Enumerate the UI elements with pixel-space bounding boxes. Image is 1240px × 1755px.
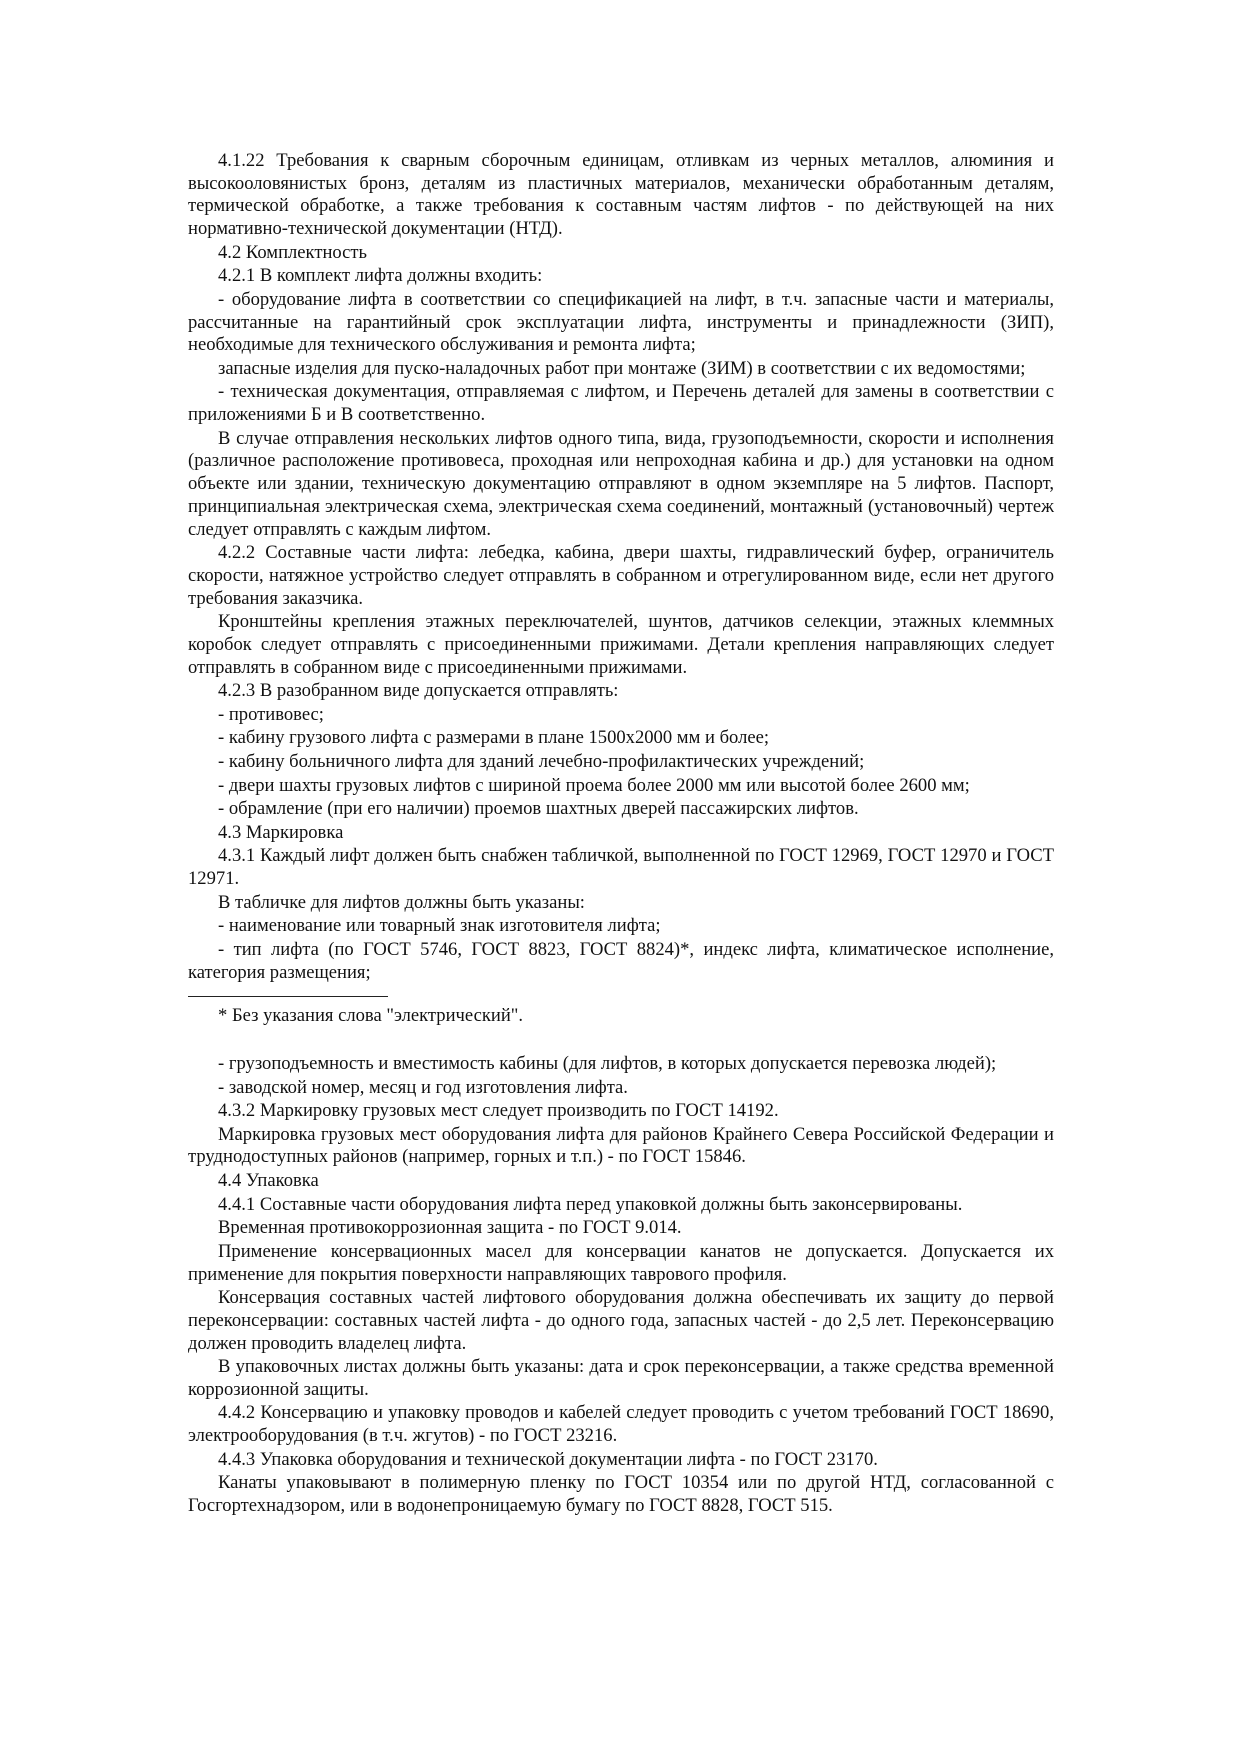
list-item: - оборудование лифта в соответствии со спецификацией на лифт, в т.ч. запасные части и материалы, рассчитанные на гарантийный срок эксплуатации лифта, инструменты и принадлежности (ЗИП), необходимые для технического обслуживания и ремонта лифта; [188,288,1054,356]
list-item: - тип лифта (по ГОСТ 5746, ГОСТ 8823, ГОСТ 8824)*, индекс лифта, климатическое исполнение, категория размещения; [188,938,1054,983]
list-item: - двери шахты грузовых лифтов с шириной проема более 2000 мм или высотой более 2600 мм; [218,774,970,796]
section-heading: 4.2 Комплектность [218,241,368,263]
paragraph: В упаковочных листах должны быть указаны: дата и срок переконсервации, а также средства временной коррозионной защиты. [188,1356,1054,1400]
list-item: - кабину грузового лифта с размерами в плане 1500x2000 мм и более; [218,727,770,749]
paragraph: Маркировка грузовых мест оборудования лифта для районов Крайнего Севера Российской Федерации и труднодоступных районов (например, горных и т.п.) - по ГОСТ 15846. [188,1123,1054,1168]
paragraph: Применение консервационных масел для консервации канатов не допускается. Допускается их применение для покрытия поверхности направляющих таврового профиля. [188,1240,1054,1285]
paragraph: 4.2.2 Составные части лифта: лебедка, кабина, двери шахты, гидравлический буфер, ограничитель скорости, натяжное устройство следует отправлять в собранном и отрегулированном виде, если нет другого требования заказчика. [188,542,1054,609]
list-item: - техническая документация, отправляемая с лифтом, и Перечень деталей для замены в соответствии с приложениями Б и В соответственно. [188,381,1054,426]
footnote-separator [188,996,388,997]
list-item: - обрамление (при его наличии) проемов шахтных дверей пассажирских лифтов. [218,798,859,820]
paragraph: 4.3.2 Маркировку грузовых мест следует производить по ГОСТ 14192. [218,1100,779,1122]
paragraph: 4.4.1 Составные части оборудования лифта перед упаковкой должны быть законсервированы. [218,1193,963,1215]
document-page [188,150,1054,1519]
paragraph: В табличке для лифтов должны быть указаны: [218,891,585,913]
list-item: - кабину больничного лифта для зданий лечебно-профилактических учреждений; [218,750,865,772]
paragraph: В случае отправления нескольких лифтов одного типа, вида, грузоподъемности, скорости и исполнения (различное расположение противовеса, проходная или непроходная кабина и др.) для установки на одном объекте или здании, техническую документацию отправляют в одном экземпляре на 5 лифтов. Паспорт, принципиальная электрическая схема, электрическая схема соединений, монтажный (установочный) чертеж следует отправлять с каждым лифтом. [188,427,1054,540]
paragraph: Временная противокоррозионная защита - по ГОСТ 9.014. [218,1217,682,1239]
section-heading: 4.4 Упаковка [218,1170,319,1192]
paragraph: Кронштейны крепления этажных переключателей, шунтов, датчиков селекции, этажных клеммных коробок следует отправлять с присоединенными прижимами. Детали крепления направляющих следует отправлять в собранном виде с присоединенными прижимами. [188,611,1054,678]
paragraph: Канаты упаковывают в полимерную пленку по ГОСТ 10354 или по другой НТД, согласованной с Госгортехнадзором, или в водонепроницаемую бумагу по ГОСТ 8828, ГОСТ 515. [188,1472,1054,1516]
section-heading: 4.3 Маркировка [218,821,344,843]
footnote: * Без указания слова "электрический". [218,1005,524,1027]
list-item: - заводской номер, месяц и год изготовления лифта. [218,1076,628,1098]
spacer [188,1028,1054,1053]
paragraph: 4.1.22 Требования к сварным сборочным единицам, отливкам из черных металлов, алюминия и высокооловянистых бронз, деталям из пластичных материалов, механически обработанным деталям, термической обработке, а также требования к составным частям лифтов - по действующей на них нормативно-технической документации (НТД). [188,150,1054,240]
list-item: запасные изделия для пуско-наладочных работ при монтаже (ЗИМ) в соответствии с их ведомостями; [218,357,1026,379]
paragraph: 4.3.1 Каждый лифт должен быть снабжен табличкой, выполненной по ГОСТ 12969, ГОСТ 12970 и ГОСТ 12971. [188,845,1054,890]
paragraph: 4.4.2 Консервацию и упаковку проводов и кабелей следует проводить с учетом требований ГОСТ 18690, электрооборудования (в т.ч. жгутов) - по ГОСТ 23216. [188,1402,1054,1447]
paragraph: 4.2.3 В разобранном виде допускается отправлять: [218,680,619,702]
list-item: - наименование или товарный знак изготовителя лифта; [218,915,661,937]
body-text-bottom [188,1053,1054,1518]
body-text-top [188,150,1054,984]
paragraph: 4.2.1 В комплект лифта должны входить: [218,265,543,287]
paragraph: Консервация составных частей лифтового оборудования должна обеспечивать их защиту до первой переконсервации: составных частей лифта - до одного года, запасных частей - до 2,5 лет. Переконсервацию должен проводить владелец лифта. [188,1287,1054,1354]
paragraph: 4.4.3 Упаковка оборудования и технической документации лифта - по ГОСТ 23170. [218,1448,878,1470]
list-item: - противовес; [218,703,324,725]
list-item: - грузоподъемность и вместимость кабины (для лифтов, в которых допускается перевозка людей); [218,1052,997,1074]
